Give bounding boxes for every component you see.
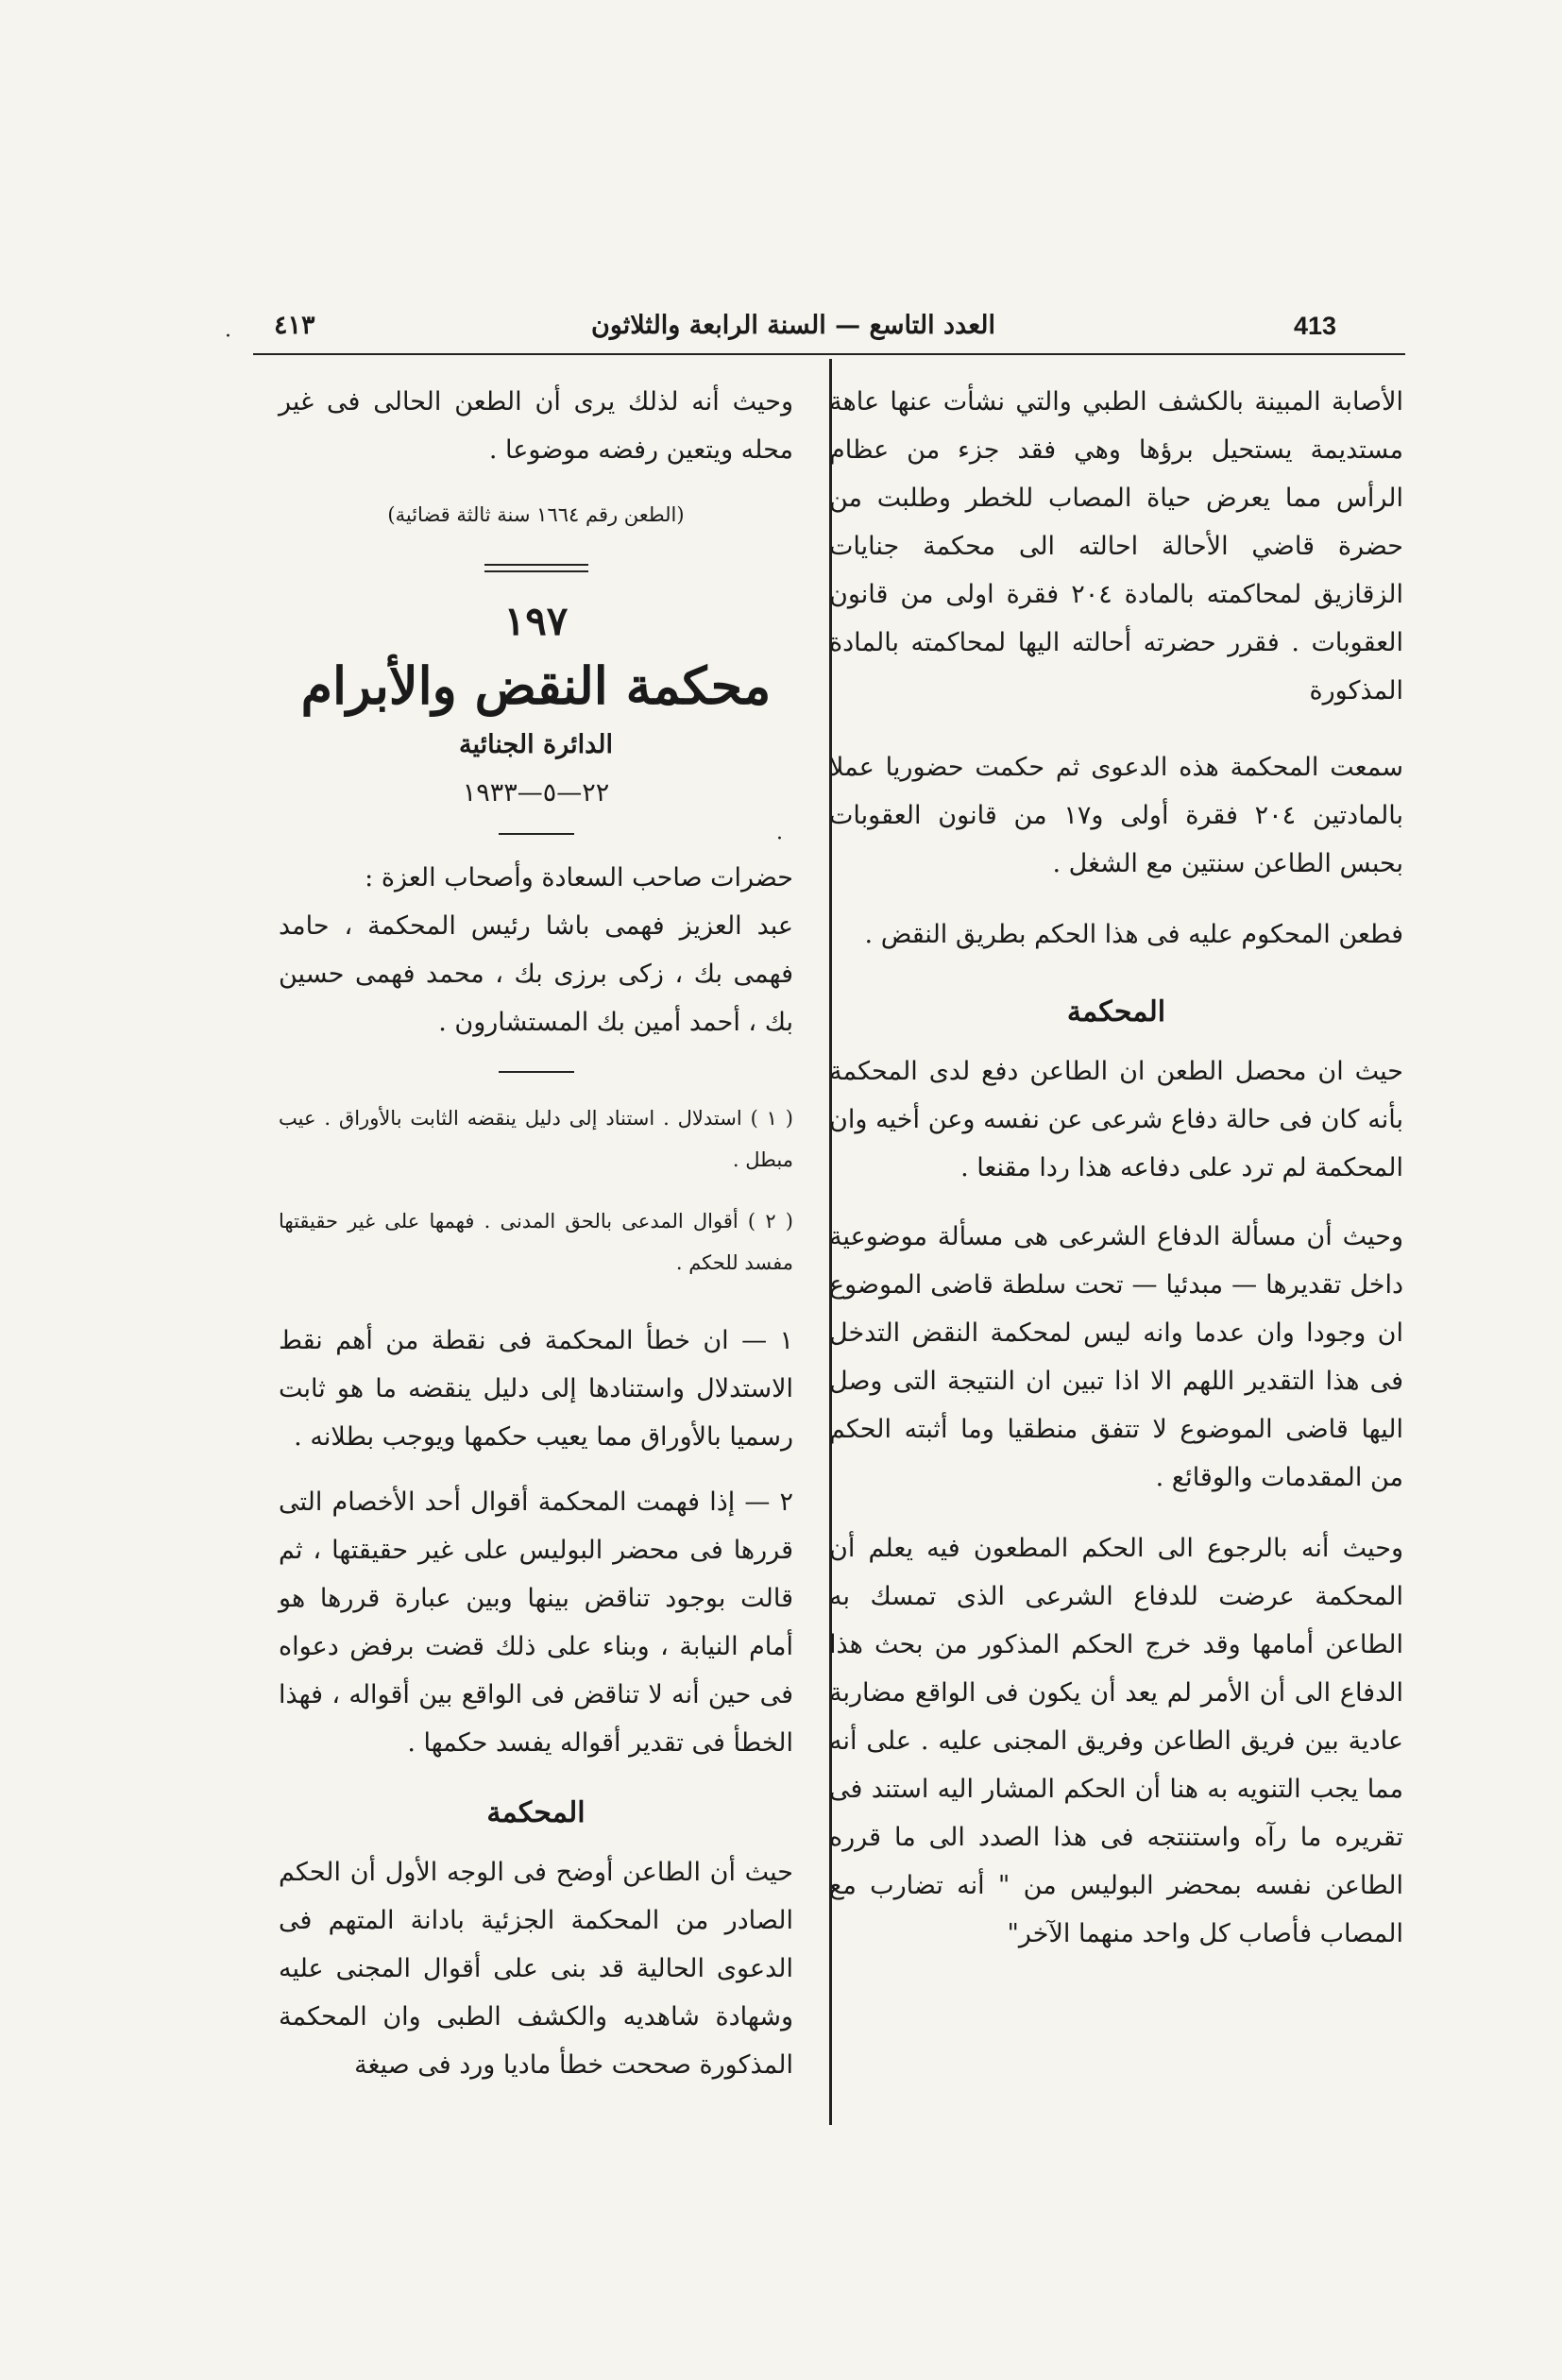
paragraph: الأصابة المبينة بالكشف الطبي والتي نشأت عنها عاهة مستديمة يستحيل برؤها وهي فقد جزء من عظام الرأس مما يعرض حياة المصاب للخطر وطلبت من حضرة قاضي الأحالة احالته الى محكمة جنايات الزقازيق لمحاكمته بالمادة ٢٠٤ فقرة اولى من قانون العقوبات . فقرر حضرته أحالته اليها لمحاكمته بالمادة المذكورة [829, 387, 1403, 706]
court-name: محكمة النقض والأبرام [300, 655, 772, 716]
circuit-name: الدائرة الجنائية [458, 730, 614, 759]
page-number-latin: 413 [1294, 312, 1337, 340]
separator-rule [499, 1071, 574, 1073]
section-heading: المحكمة [1066, 995, 1166, 1028]
right-column [829, 378, 1405, 1958]
page-number-arabic: ٤١٣ [274, 311, 315, 340]
keyword-summary: ( ١ ) استدلال . استناد إلى دليل ينقضه الثابت بالأوراق . عيب مبطل . [279, 1107, 793, 1171]
paragraph: فطعن المحكوم عليه فى هذا الحكم بطريق النقض . [864, 920, 1403, 949]
keyword-summary: ( ٢ ) أقوال المدعى بالحق المدنى . فهمها على غير حقيقتها مفسد للحكم . [279, 1210, 793, 1274]
paragraph: وحيث أنه لذلك يرى أن الطعن الحالى فى غير محله ويتعين رفضه موضوعا . [279, 387, 793, 465]
judgment-date: ٢٢—٥—١٩٣٣ [462, 778, 610, 808]
judges-list: عبد العزيز فهمى باشا رئيس المحكمة ، حامد فهمى بك ، زكى برزى بك ، محمد فهمى حسين بك ، أحمد أمين بك المستشارون . [279, 911, 793, 1037]
section-heading: المحكمة [486, 1796, 586, 1829]
paragraph: سمعت المحكمة هذه الدعوى ثم حكمت حضوريا عملا بالمادتين ٢٠٤ فقرة أولى و١٧ من قانون العقوبات بحبس الطاعن سنتين مع الشغل . [829, 753, 1404, 878]
case-reference: (الطعن رقم ١٦٦٤ سنة ثالثة قضائية) [387, 503, 685, 526]
paragraph: وحيث أنه بالرجوع الى الحكم المطعون فيه يعلم أن المحكمة عرضت للدفاع الشرعى الذى تمسك به الطاعن أمامها وقد خرج الحكم المذكور من بحث هذا الدفاع الى أن الأمر لم يعد أن يكون فى الواقع مضاربة عادية بين فريق الطاعن وفريق المجنى عليه . على أنه مما يجب التنويه به هنا أن الحكم المشار اليه استند فى تقريره ما رآه واستنتجه فى هذا الصدد الى ما قرره الطاعن نفسه بمحضر البوليس من " أنه تضارب مع المصاب فأصاب كل واحد منهما الآخر" [829, 1534, 1403, 1948]
margin-dot: · [225, 325, 231, 348]
header-rule [253, 353, 1405, 355]
running-title: العدد التاسع — السنة الرابعة والثلاثون [591, 311, 995, 340]
paragraph: وحيث أن مسألة الدفاع الشرعى هى مسألة موضوعية داخل تقديرها — مبدئيا — تحت سلطة قاضى الموضوع ان وجودا وان عدما وانه ليس لمحكمة النقض التدخل فى هذا التقدير اللهم الا اذا تبين ان النتيجة التى وصل اليها قاضى الموضوع لا تتفق منطقيا وما أثبته الحكم من المقدمات والوقائع . [829, 1222, 1403, 1492]
margin-dot: · [776, 827, 783, 851]
paragraph: حيث أن الطاعن أوضح فى الوجه الأول أن الحكم الصادر من المحكمة الجزئية بادانة المتهم فى الدعوى الحالية قد بنى على أقوال المجنى عليه وشهادة شاهديه والكشف الطبى وان المحكمة المذكورة صححت خطأ ماديا ورد فى صيغة [279, 1858, 793, 2080]
left-column [279, 378, 793, 2089]
case-number: ١٩٧ [503, 598, 569, 644]
legal-principle: ٢ — إذا فهمت المحكمة أقوال أحد الأخصام التى قررها فى محضر البوليس على غير حقيقتها ، ثم قالت بوجود تناقض بينها وبين عبارة قررها هو أمام النيابة ، وبناء على ذلك قضت برفض دعواه فى حين أنه لا تناقض فى الواقع بين أقواله ، فهذا الخطأ فى تقدير أقواله يفسد حكمها . [279, 1488, 793, 1758]
legal-principle: ١ — ان خطأ المحكمة فى نقطة من أهم نقط الاستدلال واستنادها إلى دليل ينقضه ما هو ثابت رسميا بالأوراق مما يعيب حكمها ويوجب بطلانه . [279, 1326, 793, 1452]
double-rule [484, 564, 588, 572]
separator-rule [499, 833, 574, 835]
paragraph: حيث ان محصل الطعن ان الطاعن دفع لدى المحكمة بأنه كان فى حالة دفاع شرعى عن نفسه وعن أخيه وان المحكمة لم ترد على دفاعه هذا ردا مقنعا . [829, 1057, 1403, 1182]
present-line: حضرات صاحب السعادة وأصحاب العزة : [365, 863, 793, 892]
